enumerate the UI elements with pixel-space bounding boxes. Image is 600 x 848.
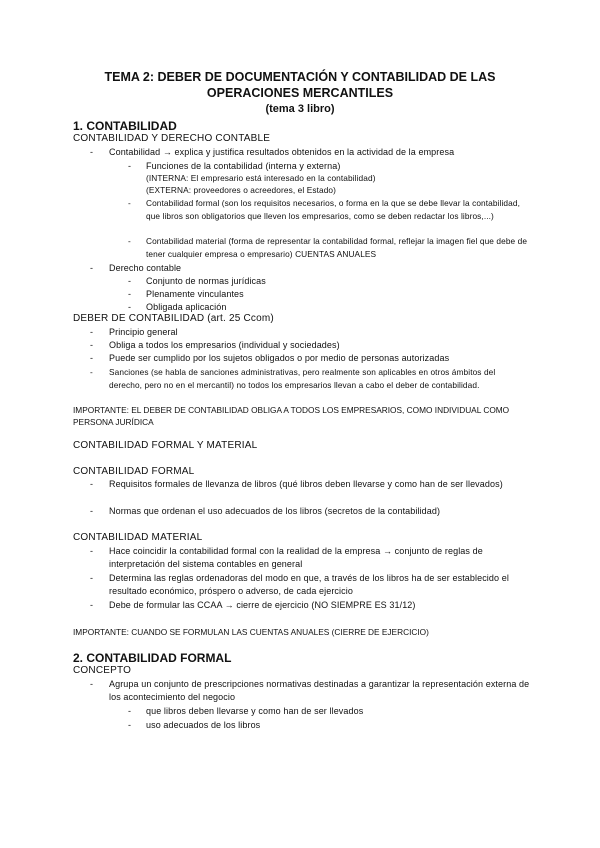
- subheading-concepto: CONCEPTO: [73, 665, 132, 676]
- list-item-text: Plenamente vinculantes: [146, 289, 244, 299]
- bullet-dash: -: [90, 327, 94, 337]
- document-title-line2: OPERACIONES MERCANTILES: [206, 86, 394, 100]
- document-title: TEMA 2: DEBER DE DOCUMENTACIÓN Y CONTABILIDAD DE LAS: [104, 70, 496, 84]
- list-item-text: (INTERNA: El empresario está interesado en la contabilidad): [146, 173, 376, 183]
- bullet-dash: -: [90, 600, 94, 610]
- subheading-contabilidad-derecho: CONTABILIDAD Y DERECHO CONTABLE: [73, 133, 271, 144]
- bullet-dash: -: [128, 706, 132, 716]
- bullet-dash: -: [90, 340, 94, 350]
- list-item-text: Obliga a todos los empresarios (individual y sociedades): [109, 340, 340, 350]
- list-item: [90, 326, 530, 339]
- list-item: [128, 719, 530, 732]
- bullet-dash: -: [90, 353, 94, 363]
- bullet-dash: -: [90, 679, 94, 689]
- bullet-dash: -: [90, 546, 94, 556]
- list-item-text: uso adecuados de los libros: [146, 720, 261, 730]
- list-item: [128, 235, 530, 261]
- bullet-dash: -: [90, 479, 94, 489]
- list-item-text: Requisitos formales de llevanza de libros (qué libros deben llevarse y como han de ser llevados): [109, 479, 503, 489]
- section-heading-contabilidad: 1. CONTABILIDAD: [73, 119, 177, 133]
- list-item: [128, 275, 530, 288]
- list-item: [90, 545, 530, 571]
- bullet-dash: -: [128, 198, 131, 208]
- bullet-dash: -: [128, 720, 132, 730]
- list-item: [90, 262, 530, 275]
- section-heading-contabilidad-formal: 2. CONTABILIDAD FORMAL: [73, 651, 232, 665]
- list-item-text: Normas que ordenan el uso adecuados de los libros (secretos de la contabilidad): [109, 506, 441, 516]
- bullet-dash: -: [90, 367, 93, 377]
- list-item: [128, 197, 530, 223]
- bullet-dash: -: [90, 573, 94, 583]
- list-item: [128, 288, 530, 301]
- list-item: [90, 572, 530, 598]
- list-item: [90, 505, 530, 518]
- list-item: [90, 366, 530, 392]
- bullet-dash: -: [128, 236, 131, 246]
- list-item: [90, 339, 530, 352]
- list-item-text: Derecho contable: [109, 263, 182, 273]
- list-item: [90, 478, 530, 491]
- list-item: [90, 599, 530, 612]
- list-item-text: que libros deben llevarse y como han de ser llevados: [146, 706, 364, 716]
- list-item-text: Principio general: [109, 327, 178, 337]
- list-item-text: Hace coincidir la contabilidad formal con la realidad de la empresa → conjunto de reglas de interpretación del sistema contables en general: [109, 546, 483, 569]
- bullet-dash: -: [128, 161, 132, 171]
- list-item-text: Funciones de la contabilidad (interna y externa): [146, 161, 341, 171]
- list-item-text: Contabilidad → explica y justifica resultados obtenidos en la actividad de la empresa: [109, 147, 455, 157]
- bullet-dash: -: [90, 506, 94, 516]
- list-item-text: Agrupa un conjunto de prescripciones normativas destinadas a garantizar la representación externa de los acontecimiento del negocio: [109, 679, 530, 702]
- list-item-text: Determina las reglas ordenadoras del modo en que, a través de los libros ha de ser establecido el resultado económico, próspero o adverso, de cada ejercicio: [109, 573, 509, 596]
- list-item: [90, 352, 530, 365]
- list-item-text: Puede ser cumplido por los sujetos obligados o por medio de personas autorizadas: [109, 353, 450, 363]
- list-item-continuation: [128, 184, 530, 197]
- important-note: IMPORTANTE: CUANDO SE FORMULAN LAS CUENTAS ANUALES (CIERRE DE EJERCICIO): [73, 627, 429, 637]
- subheading-contabilidad-material: CONTABILIDAD MATERIAL: [73, 532, 203, 543]
- list-item-text: Contabilidad formal (son los requisitos necesarios, o forma en la que se debe llevar la contabilidad, que libros son obligatorios que lleven los empresarios, como se deben redactar los libros,...): [146, 198, 520, 221]
- bullet-dash: -: [128, 289, 132, 299]
- subheading-formal-material: CONTABILIDAD FORMAL Y MATERIAL: [73, 440, 258, 451]
- list-item: [128, 705, 530, 718]
- list-item-text: Obligada aplicación: [146, 302, 227, 312]
- subheading-deber-contabilidad: DEBER DE CONTABILIDAD (art. 25 Ccom): [73, 313, 274, 324]
- list-item-text: (EXTERNA: proveedores o acreedores, el Estado): [146, 185, 336, 195]
- subheading-contabilidad-formal: CONTABILIDAD FORMAL: [73, 466, 195, 477]
- important-note: IMPORTANTE: EL DEBER DE CONTABILIDAD OBLIGA A TODOS LOS EMPRESARIOS, COMO INDIVIDUAL COMO PERSONA JURÍDICA: [73, 405, 510, 427]
- bullet-dash: -: [90, 147, 94, 157]
- document-subtitle: (tema 3 libro): [265, 103, 335, 115]
- bullet-dash: -: [90, 263, 94, 273]
- list-item-text: Conjunto de normas jurídicas: [146, 276, 266, 286]
- list-item: [90, 678, 530, 704]
- list-item-text: Debe de formular las CCAA → cierre de ejercicio (NO SIEMPRE ES 31/12): [109, 600, 416, 610]
- list-item-text: Contabilidad material (forma de representar la contabilidad formal, reflejar la imagen fiel que debe de tener cualquier empresa o empresario) CUENTAS ANUALES: [146, 236, 528, 259]
- list-item-text: Sanciones (se habla de sanciones administrativas, pero realmente son aplicables en otros ámbitos del derecho, pero no en el mercantil) no todos los empresarios llevan a cabo el deber de contabilidad.: [109, 367, 496, 390]
- list-item: [90, 146, 530, 159]
- bullet-dash: -: [128, 302, 132, 312]
- bullet-dash: -: [128, 276, 132, 286]
